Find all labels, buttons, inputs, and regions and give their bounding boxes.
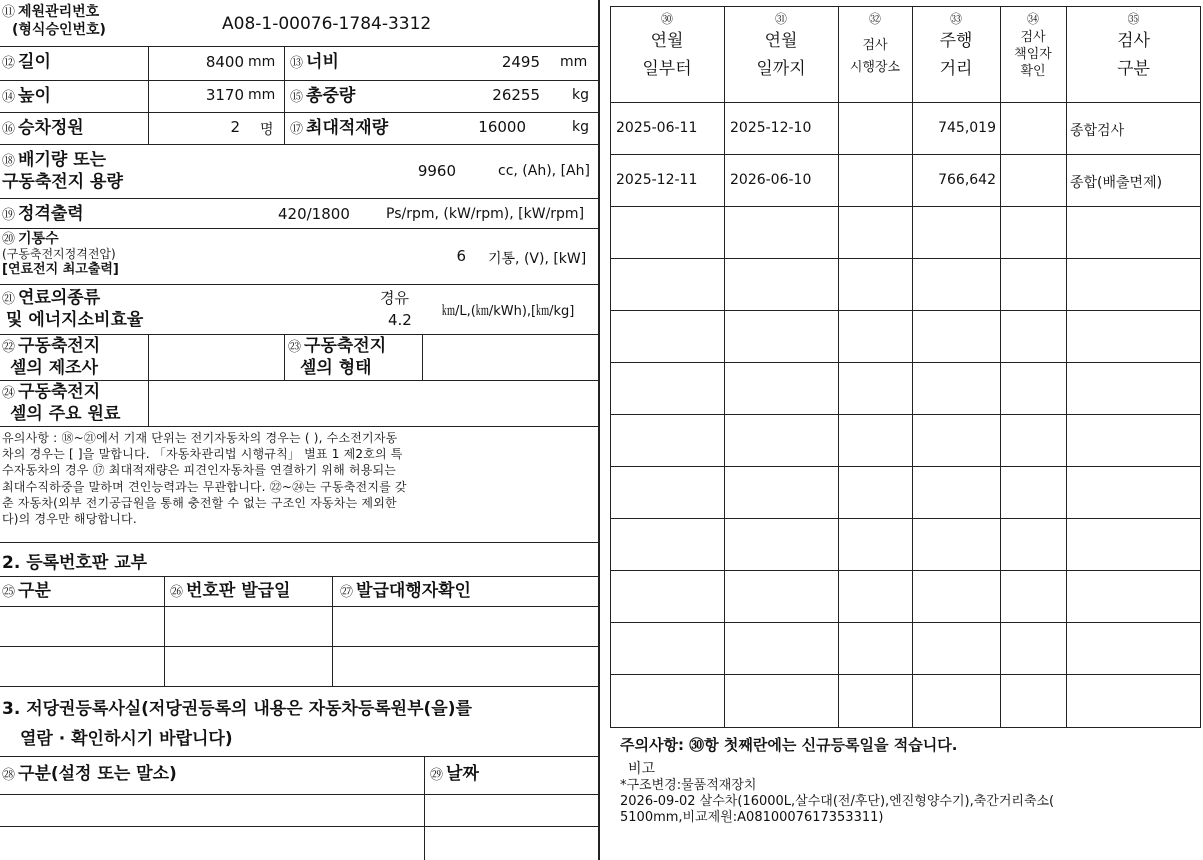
field-27-label: 발급대행자확인 — [356, 581, 471, 601]
field-19-label-text: 정격출력 — [18, 204, 84, 224]
header-line1: 검사 — [1020, 30, 1046, 45]
row-divider — [610, 414, 1201, 415]
header-inspection-type — [1066, 10, 1201, 83]
plate-issue-date-header — [170, 581, 290, 603]
field-20-value: 6 — [456, 247, 466, 265]
col-divider — [912, 6, 913, 728]
field-18-label-line2: 구동축전지 용량 — [2, 172, 123, 192]
field-16-number: ⑯ — [2, 122, 16, 137]
field-11-value: A08-1-00076-1784-3312 — [222, 14, 432, 34]
notice-line: 다)의 경우만 해당합니다. — [2, 512, 137, 527]
col-divider — [838, 6, 839, 728]
first-row-notice: 주의사항: ㉚항 첫째란에는 신규등록일을 적습니다. — [620, 736, 958, 754]
header-date-to — [724, 10, 838, 83]
field-11-number: ⑪ — [2, 5, 16, 20]
row-divider — [610, 310, 1201, 311]
field-14-label-text: 높이 — [18, 86, 51, 106]
field-23-label-line1: 구동축전지 — [304, 336, 387, 356]
remarks-line: 5100mm,비교제원:A0810007617353311) — [620, 810, 884, 825]
field-15-number: ⑮ — [290, 90, 304, 105]
field-27-number: ㉗ — [340, 585, 354, 600]
row-divider — [610, 674, 1201, 675]
inspection-record-page — [608, 0, 1203, 860]
field-17-number: ⑰ — [290, 122, 304, 137]
header-line1: 검사 — [1117, 31, 1150, 51]
field-21-number: ㉑ — [2, 292, 16, 307]
field-15-value: 26255 — [492, 86, 540, 104]
field-11-label-line2: (형식승인번호) — [12, 22, 106, 38]
field-28-label: 구분(설정 또는 말소) — [18, 764, 177, 784]
field-18-label — [2, 150, 123, 192]
field-23-number: ㉓ — [288, 340, 302, 355]
field-24-label — [2, 382, 120, 424]
field-20-label-line2: (구동축전지정격전압) — [2, 247, 116, 261]
row-divider — [610, 466, 1201, 467]
header-line2: 거리 — [939, 59, 973, 79]
header-line1: 주행 — [939, 31, 973, 51]
header-inspection-place — [838, 10, 912, 77]
row-divider — [610, 622, 1201, 623]
field-19-number: ⑲ — [2, 208, 16, 223]
header-line3: 확인 — [1020, 64, 1046, 79]
remarks-title: 비고 — [628, 761, 656, 777]
row-divider — [610, 518, 1201, 519]
field-16-unit: 명 — [260, 122, 274, 138]
field-12-label — [2, 52, 51, 74]
row-divider — [0, 794, 598, 795]
header-line1: 검사 — [862, 38, 888, 53]
remarks-body — [620, 778, 1202, 826]
header-line1: 연월 — [764, 31, 798, 51]
field-20-unit: 기통, (V), [kW] — [488, 251, 587, 267]
col-30-number: ㉚ — [660, 12, 673, 26]
header-line2: 시행장소 — [849, 60, 901, 75]
field-29-label: 날짜 — [446, 764, 479, 784]
field-17-label-text: 최대적재량 — [306, 118, 389, 138]
field-21-label — [2, 288, 143, 330]
field-24-number: ㉔ — [2, 386, 16, 401]
row-divider — [610, 154, 1201, 155]
field-20-label — [2, 232, 119, 277]
row-divider — [0, 426, 598, 427]
header-line1: 연월 — [650, 31, 684, 51]
row-divider — [0, 112, 598, 113]
remarks-line: 2026-09-02 살수차(16000L,살수대(전/후단),엔진형양수기),축간거리축소( — [620, 794, 1055, 809]
notice-line: 춘 자동차(외부 전기공급원을 통해 충전할 수 없는 구조인 자동차는 제외한 — [2, 495, 397, 510]
field-11-label — [2, 4, 106, 39]
field-24-label-line2: 셀의 주요 원료 — [10, 404, 121, 424]
field-13-unit: mm — [560, 54, 588, 70]
field-13-value: 2495 — [501, 53, 540, 71]
field-23-label-line2: 셀의 형태 — [300, 358, 372, 378]
header-inspector-confirm — [1000, 10, 1066, 80]
field-24-label-line1: 구동축전지 — [18, 382, 101, 402]
row-divider — [0, 576, 598, 577]
field-18-label-line1: 배기량 또는 — [18, 150, 107, 170]
row-divider — [610, 258, 1201, 259]
section-3-title-line1: 3. 저당권등록사실(저당권등록의 내용은 자동차등록원부(을)를 — [2, 699, 472, 719]
field-14-label — [2, 86, 51, 108]
field-14-unit: mm — [248, 87, 276, 103]
row-divider — [0, 228, 598, 229]
notice-line: 차의 경우는 [ ]을 말합니다. 「자동차관리법 시행규칙」 별표 1 제2호의 특 — [2, 447, 403, 462]
issuer-confirm-header — [340, 581, 471, 603]
field-21-value1: 경유 — [380, 289, 409, 307]
field-14-value: 3170 — [205, 86, 244, 104]
field-22-label-line2: 셀의 제조사 — [10, 358, 99, 378]
col-33-number: ㉝ — [949, 12, 962, 26]
col-divider — [148, 334, 149, 426]
field-25-number: ㉕ — [2, 585, 16, 600]
field-17-unit: kg — [572, 119, 589, 135]
plate-type-header — [2, 581, 51, 603]
notice-line: 유의사항 : ⑱~㉑에서 기재 단위는 전기자동차의 경우는 ( ), 수소전기자동 — [2, 431, 398, 445]
field-21-label-line2: 및 에너지소비효율 — [6, 310, 144, 330]
row-divider — [0, 334, 598, 335]
header-line2: 구분 — [1117, 59, 1150, 79]
field-19-label — [2, 204, 84, 226]
field-13-label-text: 너비 — [306, 52, 339, 72]
field-13-label — [290, 52, 339, 74]
row-divider — [0, 198, 598, 199]
field-23-label — [288, 336, 386, 378]
field-16-label-text: 승차정원 — [18, 118, 84, 138]
row2-mileage: 766,642 — [938, 172, 996, 188]
row-divider — [0, 606, 598, 607]
field-12-value: 8400 — [205, 53, 244, 71]
col-divider — [284, 334, 285, 380]
row-divider — [0, 826, 598, 827]
field-28-number: ㉘ — [2, 768, 16, 783]
col-31-number: ㉛ — [774, 12, 787, 26]
field-19-unit: Ps/rpm, (kW/rpm), [kW/rpm] — [386, 206, 585, 222]
section-3-title-line2: 열람 · 확인하시기 바랍니다) — [20, 729, 233, 749]
field-15-label-text: 총중량 — [306, 86, 356, 106]
row1-date-to: 2025-12-10 — [730, 120, 812, 136]
row-divider — [0, 542, 598, 543]
col-divider — [424, 756, 425, 860]
field-18-value: 9960 — [417, 162, 456, 180]
field-22-label — [2, 336, 100, 378]
col-divider — [164, 576, 165, 686]
field-26-number: ㉖ — [170, 585, 184, 600]
header-mileage — [912, 10, 1000, 83]
field-21-value2: 4.2 — [388, 311, 412, 329]
row1-type: 종합검사 — [1070, 123, 1125, 139]
row2-type: 종합(배출면제) — [1070, 175, 1163, 191]
field-12-label-text: 길이 — [18, 52, 51, 72]
header-line2: 일부터 — [642, 59, 692, 79]
inspection-table-frame — [610, 6, 1201, 728]
col-divider — [332, 576, 333, 686]
field-11-label-line1: 제원관리번호 — [18, 4, 100, 20]
col-divider — [724, 6, 725, 728]
field-12-number: ⑫ — [2, 56, 16, 71]
field-13-number: ⑬ — [290, 56, 304, 71]
row-divider — [0, 144, 598, 145]
col-divider — [148, 46, 149, 144]
col-divider — [1000, 6, 1001, 728]
col-divider — [1066, 6, 1067, 728]
section-3-title — [2, 694, 472, 754]
mortgage-type-header — [2, 764, 177, 786]
field-19-value: 420/1800 — [278, 205, 350, 223]
col-32-number: ㉜ — [868, 12, 881, 26]
col-35-number: ㉟ — [1127, 12, 1140, 26]
field-17-value: 16000 — [478, 118, 526, 136]
row1-mileage: 745,019 — [938, 120, 996, 136]
field-15-label — [290, 86, 355, 108]
header-date-from — [610, 10, 724, 83]
row-divider — [610, 102, 1201, 103]
field-16-value: 2 — [230, 118, 240, 136]
field-25-label: 구분 — [18, 581, 51, 601]
field-18-unit: cc, (Ah), [Ah] — [498, 163, 590, 179]
notice-line: 수자동차의 경우 ⑰ 최대적재량은 피견인자동차를 연결하기 위해 허용되는 — [2, 463, 397, 478]
registration-left-page — [0, 0, 598, 860]
row-divider — [0, 380, 598, 381]
field-14-number: ⑭ — [2, 90, 16, 105]
header-line2: 일까지 — [756, 59, 806, 79]
field-16-label — [2, 118, 84, 140]
field-20-label-line1: 기통수 — [18, 231, 59, 247]
row-divider — [0, 646, 598, 647]
row2-date-to: 2026-06-10 — [730, 172, 812, 188]
field-12-unit: mm — [248, 54, 276, 70]
field-26-label: 번호판 발급일 — [186, 581, 291, 601]
field-29-number: ㉙ — [430, 768, 444, 783]
row-divider — [610, 570, 1201, 571]
remarks-line: *구조변경:물품적재장치 — [620, 778, 757, 793]
field-21-label-line1: 연료의종류 — [18, 288, 101, 308]
row-divider — [0, 80, 598, 81]
field-22-number: ㉒ — [2, 340, 16, 355]
units-notice — [2, 430, 596, 527]
col-34-number: ㉞ — [1026, 12, 1039, 26]
header-line2: 책임자 — [1014, 47, 1052, 62]
field-22-label-line1: 구동축전지 — [18, 336, 101, 356]
mortgage-date-header — [430, 764, 479, 786]
row-divider — [610, 362, 1201, 363]
field-21-unit: ㎞/L,(㎞/kWh),[㎞/kg] — [442, 304, 575, 319]
notice-line: 최대수직하중을 말하며 견인능력과는 무관합니다. ㉒~㉔는 구동축전지를 갖 — [2, 479, 407, 494]
field-17-label — [290, 118, 388, 140]
row-divider — [0, 756, 598, 757]
col-divider — [422, 334, 423, 380]
col-divider — [284, 46, 285, 144]
section-2-title: 2. 등록번호판 교부 — [2, 553, 148, 573]
field-20-label-line3: [연료전지 최고출력] — [2, 262, 119, 277]
field-15-unit: kg — [572, 87, 589, 103]
row-divider — [0, 46, 598, 47]
row-divider — [0, 284, 598, 285]
field-18-number: ⑱ — [2, 154, 16, 169]
row2-date-from: 2025-12-11 — [616, 172, 698, 188]
row-divider — [0, 686, 598, 687]
field-20-number: ⑳ — [2, 232, 16, 247]
row1-date-from: 2025-06-11 — [616, 120, 698, 136]
row-divider — [610, 206, 1201, 207]
